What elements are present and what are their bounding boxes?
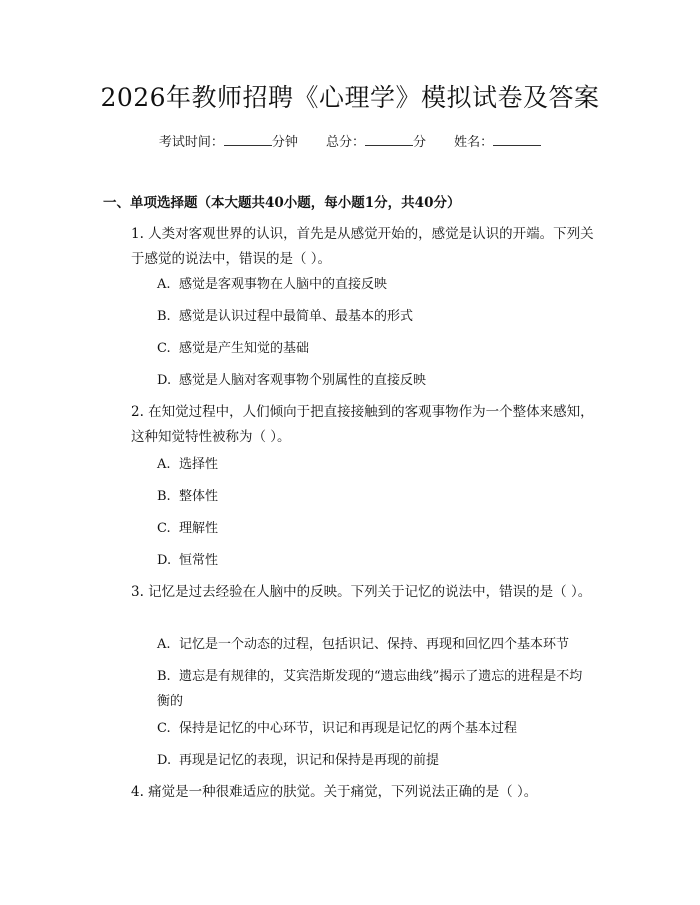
q2-option-b: B. 整体性 <box>157 489 219 504</box>
q1-option-b: B. 感觉是认识过程中最简单、最基本的形式 <box>157 309 414 324</box>
total-score-unit: 分 <box>413 135 427 150</box>
name-field <box>454 131 541 150</box>
question-3-stem: 3. 记忆是过去经验在人脑中的反映。下列关于记忆的说法中，错误的是（ ）。 <box>131 584 592 600</box>
q2-option-c: C. 理解性 <box>157 521 219 536</box>
question-1-stem: 1. 人类对客观世界的认识，首先是从感觉开始的，感觉是认识的开端。下列关于感觉的说法中，错误的是（ ）。 <box>131 226 594 267</box>
exam-time-blank <box>224 133 272 146</box>
total-score-label: 总分： <box>325 135 365 150</box>
q2-option-a: A. 选择性 <box>157 457 219 472</box>
section-heading: 一、单项选择题（本大题共40小题，每小题1分，共40分） <box>103 195 461 211</box>
exam-time-unit: 分钟 <box>271 135 298 150</box>
q3-option-d: D. 再现是记忆的表现，识记和保持是再现的前提 <box>157 753 440 768</box>
q3-option-b: B. 遗忘是有规律的，艾宾浩斯发现的“遗忘曲线”揭示了遗忘的进程是不均衡的 <box>157 669 583 709</box>
exam-info-line <box>0 131 700 150</box>
question-4-stem: 4. 痛觉是一种很难适应的肤觉。关于痛觉，下列说法正确的是（ ）。 <box>131 784 538 800</box>
q1-option-c: C. 感觉是产生知觉的基础 <box>157 341 310 356</box>
total-score-blank <box>365 133 413 146</box>
q3-option-c: C. 保持是记忆的中心环节，识记和再现是记忆的两个基本过程 <box>157 721 518 736</box>
q3-option-a: A. 记忆是一个动态的过程，包括识记、保持、再现和回忆四个基本环节 <box>157 637 570 652</box>
document-title: 2026年教师招聘《心理学》模拟试卷及答案 <box>100 83 600 112</box>
exam-time-label: 考试时间： <box>158 135 224 150</box>
exam-time-field <box>159 131 298 150</box>
q2-option-d: D. 恒常性 <box>157 553 219 568</box>
total-score-field <box>326 131 426 150</box>
q1-option-d: D. 感觉是人脑对客观事物个别属性的直接反映 <box>157 373 427 388</box>
question-2-stem: 2. 在知觉过程中，人们倾向于把直接接触到的客观事物作为一个整体来感知，这种知觉特性被称为（ ）。 <box>131 404 594 445</box>
name-label: 姓名： <box>454 135 494 150</box>
name-blank <box>493 133 541 146</box>
q1-option-a: A. 感觉是客观事物在人脑中的直接反映 <box>157 277 388 292</box>
